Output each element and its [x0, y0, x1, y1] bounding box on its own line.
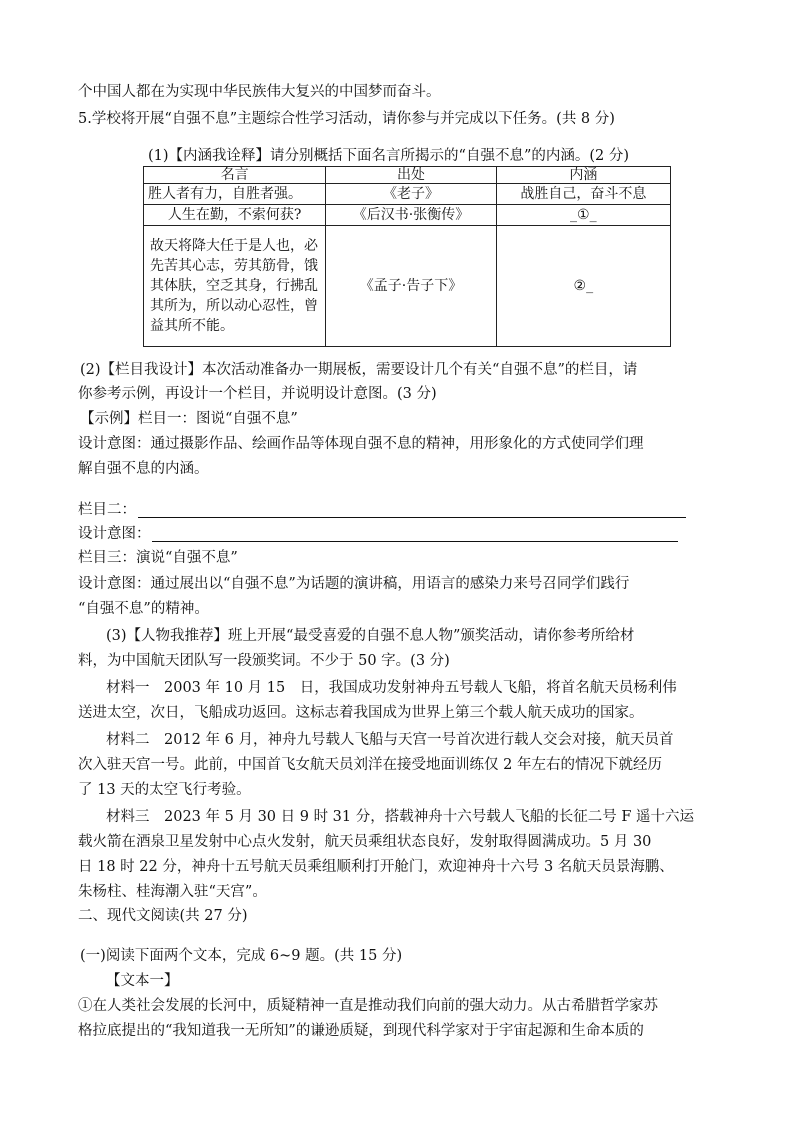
quote-cell: 胜人者有力，自胜者强。 — [144, 184, 326, 205]
table-header-row — [144, 167, 671, 184]
text-line: 你参考示例，再设计一个栏目，并说明设计意图。(3 分) — [78, 386, 437, 402]
section-2-heading: 二、现代文阅读(共 27 分) — [78, 908, 248, 924]
question-5-1-prompt: (1)【内涵我诠释】请分别概括下面名言所揭示的“自强不息”的内涵。(2 分) — [148, 148, 630, 164]
answer-blank-1[interactable]: _①_ — [496, 205, 670, 226]
table-row — [144, 226, 671, 347]
quote-cell: 人生在勤，不索何获? — [144, 205, 326, 226]
example-column-1: 【示例】栏目一：图说“自强不息” — [80, 411, 298, 427]
text-line: 载火箭在酒泉卫星发射中心点火发射，航天员乘组状态良好，发射取得圆满成功。5 月 30 — [78, 834, 652, 850]
quotes-table — [143, 166, 671, 347]
source-cell: 《孟子·告子下》 — [326, 226, 496, 347]
column-2-answer-line[interactable] — [138, 517, 686, 518]
paragraph-1: ①在人类社会发展的长河中，质疑精神一直是推动我们向前的强大动力。从古希腊哲学家苏 — [78, 998, 658, 1014]
question-5-2-prompt: (2)【栏目我设计】本次活动准备办一期展板，需要设计几个有关“自强不息”的栏目，请 — [80, 362, 638, 378]
table-header: 名言 — [144, 167, 326, 184]
column-2-label: 栏目二： — [78, 502, 136, 518]
meaning-cell: 战胜自己，奋斗不息 — [496, 184, 670, 205]
material-2: 材料二 2012 年 6 月，神舟九号载人飞船与天宫一号首次进行载人交会对接，航天员首 — [106, 732, 674, 748]
text-line: 次入驻天宫一号。此前，中国首飞女航天员刘洋在接受地面训练仅 2 年左右的情况下就经历 — [78, 757, 662, 773]
question-5-3-prompt: (3)【人物我推荐】班上开展“最受喜爱的自强不息人物”颁奖活动，请你参考所给材 — [106, 628, 635, 644]
intent-3: 设计意图：通过展出以“自强不息”为话题的演讲稿，用语言的感染力来号召同学们践行 — [78, 576, 630, 592]
source-cell: 《后汉书·张衡传》 — [326, 205, 496, 226]
table-header: 出处 — [326, 167, 496, 184]
text-1-heading: 【文本一】 — [106, 973, 179, 989]
column-3-label: 栏目三：演说“自强不息” — [78, 550, 238, 566]
table-row — [144, 205, 671, 226]
intent-2-label: 设计意图： — [78, 526, 151, 542]
quote-cell: 故天将降大任于是人也，必先苦其心志，劳其筋骨，饿其体肤，空乏其身，行拂乱其所为，所以动心忍性，曾益其所不能。 — [144, 226, 326, 347]
text-line: 朱杨柱、桂海潮入驻“天宫”。 — [78, 884, 267, 900]
table-row — [144, 184, 671, 205]
text-line: 个中国人都在为实现中华民族伟大复兴的中国梦而奋斗。 — [78, 84, 441, 100]
text-line: 解自强不息的内涵。 — [78, 461, 209, 477]
question-5-title: 5.学校将开展“自强不息”主题综合性学习活动，请你参与并完成以下任务。(共 8 分) — [78, 111, 615, 127]
text-line: 格拉底提出的“我知道我一无所知”的谦逊质疑，到现代科学家对于宇宙起源和生命本质的 — [78, 1023, 644, 1039]
material-1: 材料一 2003 年 10 月 15 日，我国成功发射神舟五号载人飞船，将首名航天员杨利伟 — [106, 680, 677, 696]
text-line: 了 13 天的太空飞行考验。 — [78, 782, 251, 798]
text-line: 料，为中国航天团队写一段颁奖词。不少于 50 字。(3 分) — [78, 653, 450, 669]
material-3: 材料三 2023 年 5 月 30 日 9 时 31 分，搭载神舟十六号载人飞船的长征二号 F 遥十六运 — [106, 809, 695, 825]
source-cell: 《老子》 — [326, 184, 496, 205]
text-line: 送进太空，次日，飞船成功返回。这标志着我国成为世界上第三个载人航天成功的国家。 — [78, 705, 644, 721]
subsection-1-heading: (一)阅读下面两个文本，完成 6~9 题。(共 15 分) — [80, 948, 403, 964]
example-intent: 设计意图：通过摄影作品、绘画作品等体现自强不息的精神，用形象化的方式使同学们理 — [78, 436, 644, 452]
text-line: 日 18 时 22 分，神舟十五号航天员乘组顺利打开舱门，欢迎神舟十六号 3 名航天员景海鹏、 — [78, 859, 674, 875]
intent-2-answer-line[interactable] — [152, 541, 678, 542]
table-header: 内涵 — [496, 167, 670, 184]
text-line: “自强不息”的精神。 — [78, 601, 209, 617]
answer-blank-2[interactable]: ②_ — [496, 226, 670, 347]
